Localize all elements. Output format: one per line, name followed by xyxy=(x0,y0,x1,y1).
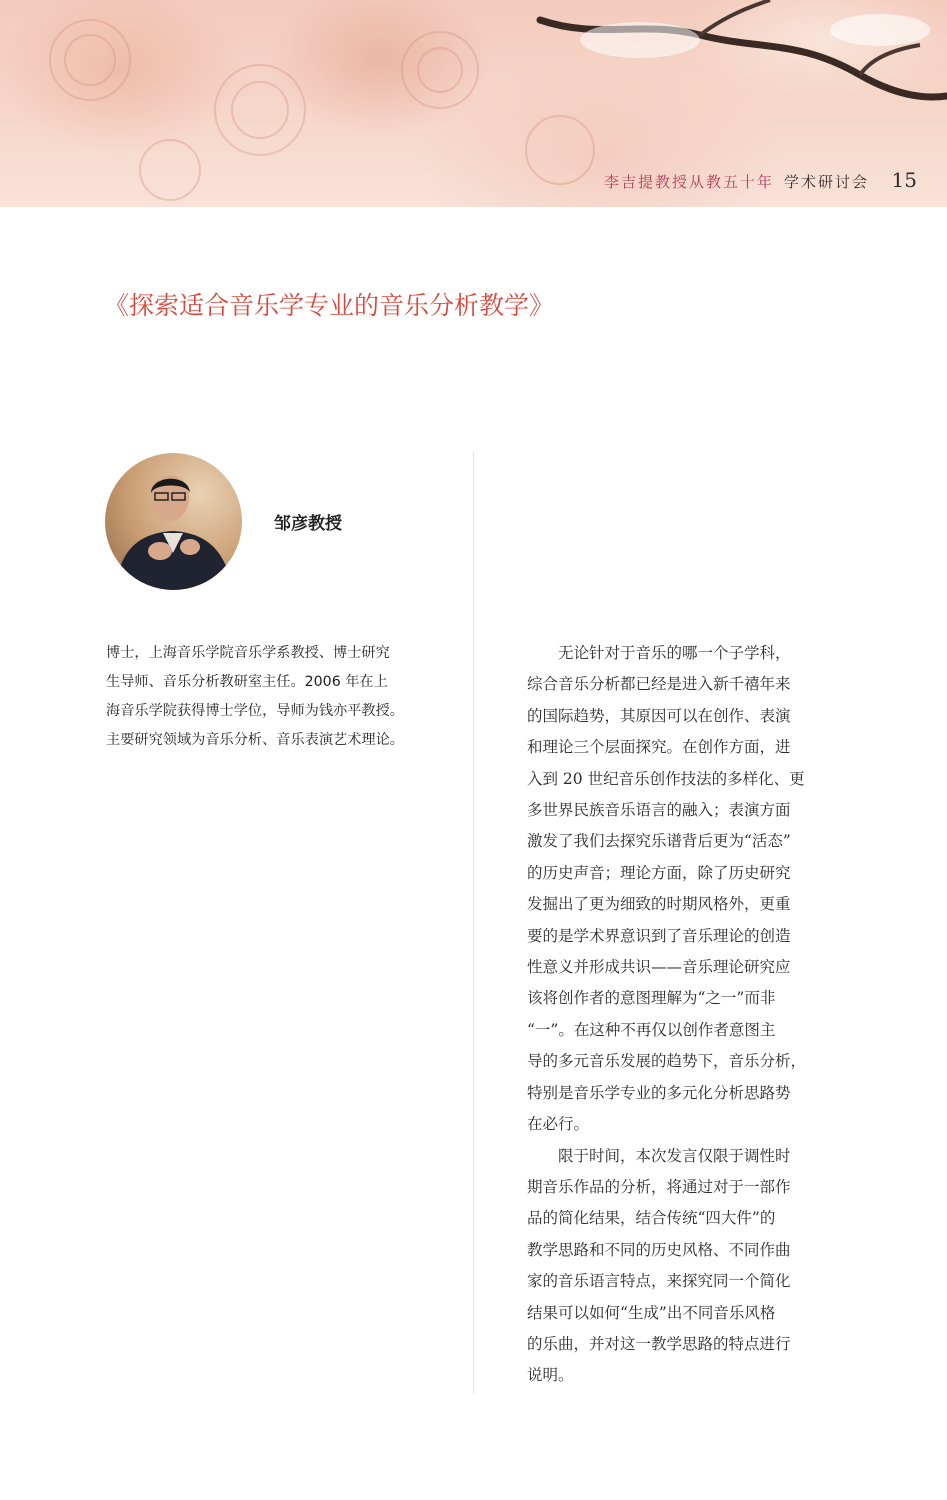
author-portrait-illustration xyxy=(105,453,242,590)
header-banner xyxy=(0,0,947,207)
body-line: 限于时间，本次发言仅限于调性时 xyxy=(527,1146,791,1165)
body-line: 品的简化结果，结合传统“四大件”的 xyxy=(527,1209,776,1228)
running-head-title: 李吉提教授从教五十年 xyxy=(603,173,774,191)
body-line: 要的是学术界意识到了音乐理论的创造 xyxy=(527,926,791,945)
body-line: 多世界民族音乐语言的融入；表演方面 xyxy=(527,801,791,820)
body-line: 激发了我们去探究乐谱背后更为“活态” xyxy=(527,832,791,851)
article-title: 《探索适合音乐学专业的音乐分析教学》 xyxy=(104,291,555,320)
body-line: 的乐曲，并对这一教学思路的特点进行 xyxy=(527,1334,791,1353)
body-line: 的历史声音；理论方面，除了历史研究 xyxy=(527,863,791,882)
body-line: 家的音乐语言特点，来探究同一个简化 xyxy=(527,1272,791,1291)
body-line: 性意义并形成共识——音乐理论研究应 xyxy=(527,958,791,977)
body-line: 无论针对于音乐的哪一个子学科， xyxy=(527,644,791,662)
bio-line: 海音乐学院获得博士学位，导师为钱亦平教授。 xyxy=(106,703,404,719)
body-line: 特别是音乐学专业的多元化分析思路势 xyxy=(527,1083,791,1102)
body-line: 综合音乐分析都已经是进入新千禧年来 xyxy=(527,675,791,694)
bio-line: 博士，上海音乐学院音乐学系教授、博士研究 xyxy=(106,645,390,661)
author-name: 邹彦教授 xyxy=(274,514,342,534)
body-line: 该将创作者的意图理解为“之一”而非 xyxy=(527,989,776,1008)
page-number: 15 xyxy=(891,168,917,192)
body-line: 说明。 xyxy=(527,1366,574,1385)
running-head xyxy=(604,171,869,192)
running-head-subtitle: 学术研讨会 xyxy=(783,173,869,191)
body-line: 导的多元音乐发展的趋势下，音乐分析， xyxy=(527,1052,807,1071)
body-line: 和理论三个层面探究。在创作方面，进 xyxy=(527,738,791,757)
author-bio xyxy=(106,639,426,755)
body-line: 教学思路和不同的历史风格、不同作曲 xyxy=(527,1240,791,1259)
article-body xyxy=(527,638,847,1392)
body-line: 结果可以如何“生成”出不同音乐风格 xyxy=(527,1303,776,1322)
body-line: 期音乐作品的分析，将通过对于一部作 xyxy=(527,1177,791,1196)
body-line: 的国际趋势，其原因可以在创作、表演 xyxy=(527,706,791,725)
column-divider xyxy=(473,452,474,1394)
body-line: 发掘出了更为细致的时期风格外，更重 xyxy=(527,895,791,914)
body-line: 在必行。 xyxy=(527,1115,590,1134)
bio-line: 主要研究领域为音乐分析、音乐表演艺术理论。 xyxy=(106,732,404,748)
body-line: 入到 20 世纪音乐创作技法的多样化、更 xyxy=(527,769,805,788)
author-photo xyxy=(105,453,242,590)
bio-line: 生导师、音乐分析教研室主任。2006 年在上 xyxy=(106,674,388,690)
body-line: “一”。在这种不再仅以创作者意图主 xyxy=(527,1020,776,1039)
